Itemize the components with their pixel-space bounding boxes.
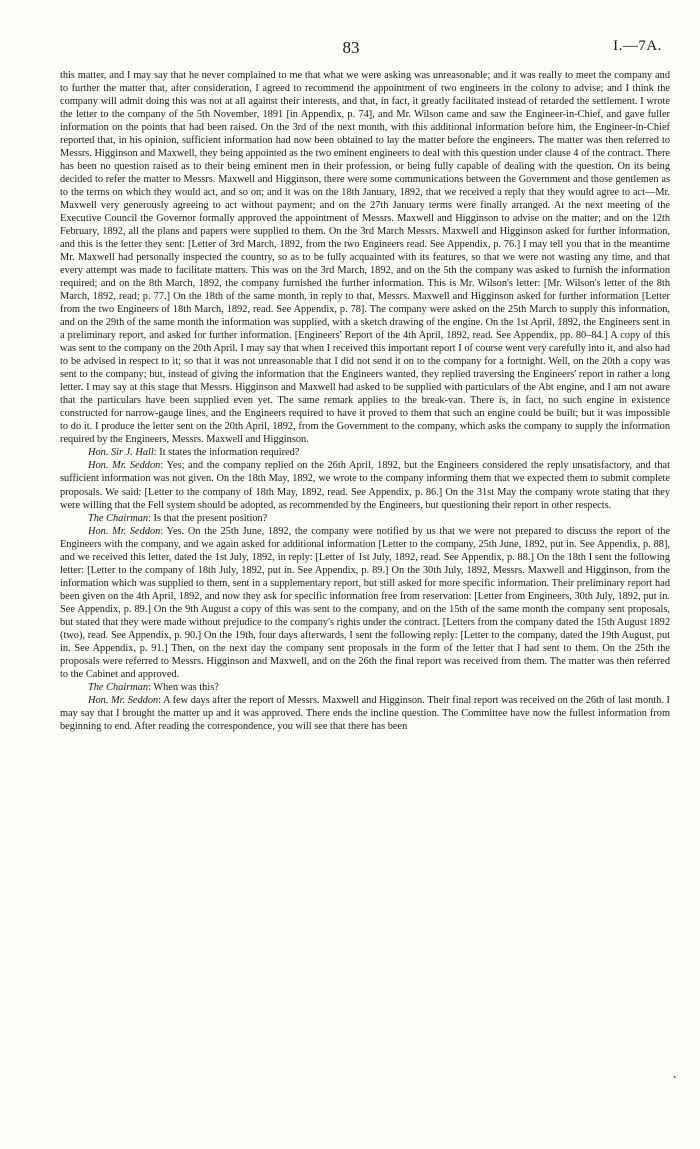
speaker-name: Hon. Mr. Seddon: [88, 460, 161, 472]
paragraph-7: [60, 694, 670, 733]
page-number: 83: [342, 38, 360, 57]
speaker-name: Hon. Mr. Seddon: [88, 525, 161, 537]
speaker-name: The Chairman: [88, 512, 149, 524]
speaker-name: The Chairman: [88, 681, 149, 693]
paragraph-5: [60, 525, 670, 681]
paragraph-text: : Yes; and the company replied on the 26th April, 1892, but the Engineers considered the reply unsatisfactory, and that sufficient information was not given. On the 18th May, 1892, we wrote to the company informing them that we expected them to submit complete proposals. We said: [Letter to the company of 18th May, 1892, read. See Appendix, p. 86.] On the 31st May the company wrote stating that they were willing that the Fell system should be adopted, as recommended by the Engineers, but questioning their report in other respects.: [60, 460, 670, 511]
paragraph-2: [60, 446, 670, 459]
paragraph-6: [60, 681, 670, 694]
paragraph-text: : Yes. On the 25th June, 1892, the company were notified by us that we were not prepared to discuss the report of the Engineers with the company, and we again asked for additional information [Letter to the company, 25th June, 1892, put in. See Appendix, p. 88], and we received this letter, dated the 1st July, 1892, in reply: [Letter of 1st July, 1892, read. See Appendix, p. 88.] On the 18th I sent the following letter: [Letter to the company of 18th July, 1892, put in. See Appendix, p. 89.] On the 30th July, 1892, Messrs. Maxwell and Higginson, from the information which was supplied to them, sent in a supplementary report, but still asked for more specific information. Their preliminary report had been given on the 4th April, 1892, and now they ask for specific information free from reservation: [Letter from Engineers, 30th July, 1892, put in. See Appendix, p. 89.] On the 9th August a copy of this was sent to the company, and on the 15th of the same month the company sent proposals, but stated that they were made without prejudice to the company's rights under the contract. [Letters from the company dated the 15th August 1892 (two), read. See Appendix, p. 90.] On the 19th, four days afterwards, I sent the following reply: [Letter to the company, dated the 19th August, put in. See Appendix, p. 91.] Then, on the next day the company sent proposals in the form of the letter that I had sent to them. On the 25th the proposals were referred to Messrs. Higginson and Maxwell, and on the 26th the final report was received from them. The matter was then referred to the Cabinet and approved.: [60, 525, 670, 680]
document-reference: I.—7A.: [613, 38, 662, 54]
paragraph-4: [60, 512, 670, 525]
page-header: [60, 38, 662, 62]
speaker-name: Hon. Sir J. Hall: [88, 447, 154, 459]
margin-mark: •: [673, 1073, 676, 1082]
paragraph-text: this matter, and I may say that he never complained to me that what we were asking was unreasonable; and it was really to meet the company and to further the matter that, after consideration, I agreed to recommend the appointment of two engineers in the colony to advise; and I think the company will admit doing this was not at all against their interests, and that, in fact, it greatly facilitated instead of retarded the settlement. I wrote the letter to the company of the 5th November, 1891 [in Appendix, p. 74], and Mr. Wilson came and saw the Engineer-in-Chief, and gave fuller information on the points that had been raised. On the 3rd of the next month, with this additional information before him, the Engineer-in-Chief reported that, in his opinion, sufficient information had now been obtained to lay the matter before the engineers. The matter was then referred to Messrs. Higginson and Maxwell, they being appointed as the two eminent engineers to deal with this question under clause 4 of the contract. There has been no question raised as to their being eminent men in their profession, or being fully capable of dealing with the question. On its being decided to refer the matter to Messrs. Maxwell and Higginson, there were some communications between the Government and those gentlemen as to the terms on which they would act, and so on; and it was on the 18th January, 1892, that we received a reply that they would agree to act—Mr. Maxwell very generously agreeing to act without payment; and on the 27th January terms were finally arranged. At the next meeting of the Executive Council the Governor formally approved the appointment of Messrs. Maxwell and Higginson to advise on the matter; and on the 12th February, 1892, all the plans and papers were supplied to them. On the 3rd March Messrs. Maxwell and Higginson asked for further information, and this is the letter they sent: [Letter of 3rd March, 1892, from the two Engineers read. See Appendix, p. 76.] I may tell you that in the meantime Mr. Maxwell had personally inspected the country, so as to be fully acquainted with its features, so that we were not wasting any time, and that every attempt was made to facilitate matters. This was on the 3rd March, 1892, and on the 5th the company was asked to furnish the information required; and on the 8th March, 1892, the company furnished the further information. This is Mr. Wilson's letter: [Mr. Wilson's letter of the 8th March, 1892, read; p. 77.] On the 18th of the same month, in reply to that, Messrs. Maxwell and Higginson asked for further information [Letter from the two Engineers of 18th March, 1892, read. See Appendix, p. 78]. The company were asked on the 25th March to supply this information, and on the 29th of the same month the information was supplied, with a sketch drawing of the engine. On the 1st April, 1892, the Engineers sent in a preliminary report, and asked for further information. [Engineers' Report of the 4th April, 1892, read. See Appendix, pp. 80–84.] A copy of this was sent to the company on the 20th April. I may say that when I received this important report I of course went very carefully into it, and also had to be advised in respect to it; so that it was not unreasonable that I did not send it on to the company for a fortnight. Well, on the 20th a copy was sent to the company; but, instead of giving the information that the Engineers wanted, they replied traversing the Engineers' report in rather a long letter. I may say at this stage that Messrs. Higginson and Maxwell had asked to be supplied with particulars of the Abt engine, and I am not aware that the particulars have been supplied even yet. The same remark applies to the break-van. There is, in fact, no such engine in existence constructed for narrow-gauge lines, and the Engineers required to have it proved to them that such an engine could be built; but it was impossible to do it. I produce the letter sent on the 20th April, 1892, from the Government to the company, which asks the company to supply the information required by the Engineers, Messrs. Maxwell and Higginson.: [60, 70, 670, 446]
paragraph-text: : A few days after the report of Messrs. Maxwell and Higginson. Their final report was received on the 26th of last month. I may say that I brought the matter up and it was approved. There ends the incline question. The Committee have now the fullest information from beginning to end. After reading the correspondence, you will see that there has been: [60, 694, 670, 732]
paragraph-text: : When was this?: [148, 681, 219, 693]
body-text: [60, 69, 670, 733]
paragraph-text: : Is that the present position?: [148, 512, 268, 524]
paragraph-text: : It states the information required?: [153, 447, 300, 459]
paragraph-1: [60, 69, 670, 446]
paragraph-3: [60, 459, 670, 511]
speaker-name: Hon. Mr. Seddon: [88, 694, 159, 706]
